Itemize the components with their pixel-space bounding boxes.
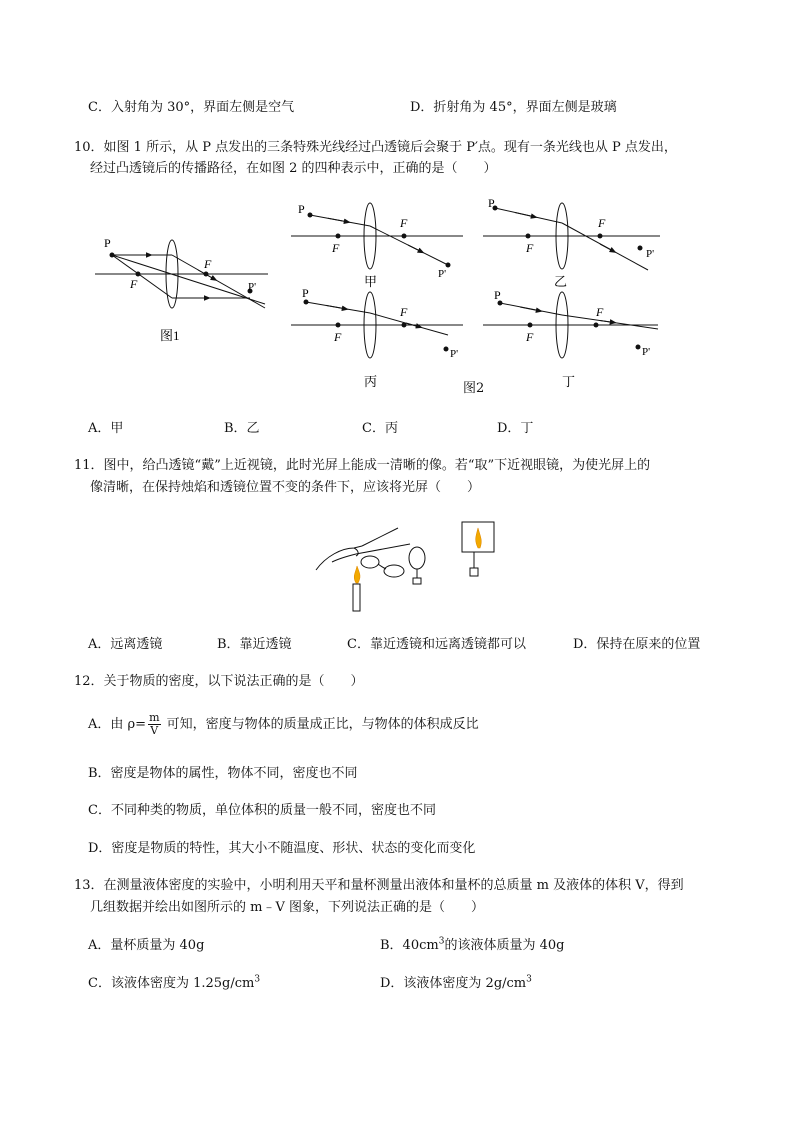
q13-stem-line2: 几组数据并绘出如图所示的 m﹣V 图象，下列说法正确的是（ ） xyxy=(90,900,484,915)
q12-option-a-prefix: A．由 ρ= xyxy=(88,717,147,732)
q9-option-d: D．折射角为 45°，界面左侧是玻璃 xyxy=(410,100,617,115)
fig2-yi-label-F-right: F xyxy=(598,216,606,230)
fig2-yi-label-P: P xyxy=(488,196,495,210)
candle-flame xyxy=(354,566,360,583)
fig2-bing-name: 丙 xyxy=(364,374,378,389)
formula-denominator: V xyxy=(150,724,159,737)
q13-option-a: A．量杯质量为 40g xyxy=(88,938,205,953)
fig2-yi-label-P-prime: P' xyxy=(646,248,655,260)
fig2-jia-label-F-right: F xyxy=(400,216,408,230)
density-formula-fraction xyxy=(148,712,160,737)
q13-option-c-sup: 3 xyxy=(254,974,261,985)
fig2-ding-label-P-prime: P' xyxy=(642,346,651,358)
fig2-ding-name: 丁 xyxy=(562,374,576,389)
q13-stem-line1: 13．在测量液体密度的实验中，小明利用天平和量杯测量出液体和量杯的总质量 m 及液体的体积 V，得到 xyxy=(74,878,684,893)
glasses-lens-right xyxy=(384,565,404,577)
q13-option-b-sup: 3 xyxy=(438,936,445,947)
screen-image-flame xyxy=(476,528,482,548)
q10-option-c: C．丙 xyxy=(362,421,398,436)
fig1-caption: 图1 xyxy=(160,328,180,343)
fig2-panel-yi xyxy=(480,195,670,290)
q11-experiment-figure xyxy=(312,514,512,618)
fig2-jia-label-F-left: F xyxy=(332,241,340,255)
fig2-bing-label-F-right: F xyxy=(400,305,408,319)
fig2-panel-ding xyxy=(480,285,670,395)
q10-option-a: A．甲 xyxy=(88,421,124,436)
q11-option-a: A．远离透镜 xyxy=(88,637,163,652)
q11-option-d: D．保持在原来的位置 xyxy=(573,637,701,652)
q10-stem-line2: 经过凸透镜后的传播路径，在如图 2 的四种表示中，正确的是（ ） xyxy=(90,161,497,176)
fig1-label-F-left: F xyxy=(130,277,138,291)
fig2-jia-name: 甲 xyxy=(364,274,378,289)
fig2-jia-label-P: P xyxy=(298,202,305,216)
fig2-yi-label-F-left: F xyxy=(526,241,534,255)
q12-option-a xyxy=(88,712,479,738)
fig2-bing-label-P: P xyxy=(302,286,309,300)
q9-option-c: C．入射角为 30°，界面左侧是空气 xyxy=(88,100,295,115)
q13-option-d-pre: D．该液体密度为 2g/cm xyxy=(380,976,527,991)
q11-option-c: C．靠近透镜和远离透镜都可以 xyxy=(347,637,526,652)
figure-1-lens-diagram xyxy=(90,228,275,348)
q13-option-d xyxy=(380,975,532,993)
q13-option-c xyxy=(88,975,260,993)
fig2-caption: 图2 xyxy=(463,381,485,396)
fig1-label-P-prime: P' xyxy=(248,281,257,293)
glasses-lens-left xyxy=(361,556,379,568)
fig2-ding-label-F-right: F xyxy=(596,305,604,319)
fig2-yi-name: 乙 xyxy=(554,274,568,289)
fig2-bing-label-F-left: F xyxy=(334,330,342,344)
q12-option-a-suffix: 可知，密度与物体的质量成正比，与物体的体积成反比 xyxy=(162,717,479,732)
q10-stem-line1: 10．如图 1 所示，从 P 点发出的三条特殊光线经过凸透镜后会聚于 P′点。现有一条光线也从 P 点发出， xyxy=(74,140,677,155)
q11-option-b: B．靠近透镜 xyxy=(217,637,292,652)
q13-option-b xyxy=(380,937,564,955)
q13-option-d-sup: 3 xyxy=(526,974,532,985)
fig2-panel-jia xyxy=(288,195,478,290)
q12-option-d: D．密度是物质的特性，其大小不随温度、形状、状态的变化而变化 xyxy=(88,841,476,856)
q12-option-c: C．不同种类的物质，单位体积的质量一般不同，密度也不同 xyxy=(88,803,436,818)
formula-numerator: m xyxy=(149,711,160,724)
q10-option-d: D．丁 xyxy=(497,421,534,436)
q12-stem: 12．关于物质的密度，以下说法正确的是（ ） xyxy=(74,674,364,689)
convex-lens xyxy=(409,547,425,569)
q13-option-b-post: 的该液体质量为 40g xyxy=(444,938,565,953)
fig2-jia-label-P-prime: P' xyxy=(438,268,447,280)
q10-option-b: B．乙 xyxy=(224,421,260,436)
fig2-ding-label-P: P xyxy=(494,288,501,302)
fig2-panel-bing xyxy=(288,285,478,395)
q13-option-b-pre: B．40cm xyxy=(380,938,439,953)
q12-option-b: B．密度是物体的属性，物体不同，密度也不同 xyxy=(88,766,358,781)
q11-stem-line1: 11．图中，给凸透镜“戴”上近视镜，此时光屏上能成一清晰的像。若“取”下近视眼镜，为使光屏上的 xyxy=(74,458,651,473)
q13-option-c-pre: C．该液体密度为 1.25g/cm xyxy=(88,976,255,991)
fig1-label-F-right: F xyxy=(204,257,212,271)
fig2-ding-label-F-left: F xyxy=(526,330,534,344)
fig1-label-P: P xyxy=(104,236,111,250)
hand-outline xyxy=(316,546,362,570)
fig2-bing-label-P-prime: P' xyxy=(450,348,459,360)
q11-stem-line2: 像清晰，在保持烛焰和透镜位置不变的条件下，应该将光屏（ ） xyxy=(90,480,481,495)
candle xyxy=(353,584,360,611)
